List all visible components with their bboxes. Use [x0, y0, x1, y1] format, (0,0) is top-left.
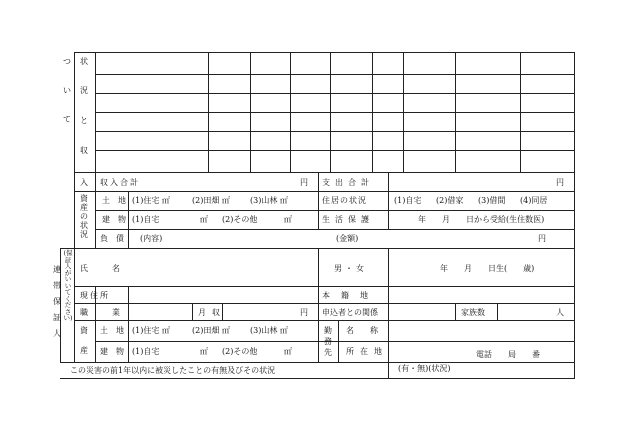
- guarantor-land-item: (2)田畑 ㎡: [192, 326, 230, 335]
- income-total-label: 収入合計: [100, 178, 140, 187]
- rule: [403, 52, 404, 172]
- domicile-label: 本籍地: [322, 291, 379, 300]
- rule: [192, 303, 193, 320]
- rule: [95, 150, 575, 151]
- rule: [74, 286, 575, 287]
- rule: [208, 52, 209, 172]
- left-vertical-char: い: [63, 86, 71, 95]
- residence-option: (3)借間: [478, 196, 506, 205]
- disaster-answer: (有・無)(状況): [398, 364, 451, 373]
- side-char: 況: [80, 86, 88, 95]
- birth-date: 年 月 日生( 歳): [440, 264, 535, 273]
- left-vertical-char: て: [63, 115, 71, 124]
- rule: [60, 378, 575, 379]
- rule: [95, 229, 575, 230]
- debt-content: (内容): [140, 234, 163, 243]
- name-label: 氏名: [80, 264, 144, 273]
- rule: [455, 52, 456, 172]
- relation-label: 申込者との関係: [322, 308, 378, 317]
- guarantor-building-item: (2)その他 ㎡: [222, 347, 292, 356]
- workplace-address-label: 所在地: [346, 347, 388, 356]
- income-total-yen: 円: [300, 178, 308, 187]
- rule: [95, 74, 575, 75]
- family-count-label: 家族数: [461, 308, 485, 317]
- assets-land-item: (3)山林 ㎡: [250, 196, 288, 205]
- monthly-income-label: 月収: [198, 308, 226, 317]
- family-count-unit: 人: [556, 308, 564, 317]
- side-char: 入: [80, 178, 88, 187]
- side-char: 収: [80, 146, 88, 155]
- rule: [290, 52, 291, 172]
- rule: [455, 303, 456, 320]
- guarantor-building-item: (1)自宅 ㎡: [132, 347, 208, 356]
- residence-option: (2)借家: [436, 196, 464, 205]
- job-label: 職業: [80, 308, 144, 317]
- assets-land-label: 土地: [102, 196, 134, 205]
- guarantor-land-item: (3)山林 ㎡: [250, 326, 288, 335]
- rule: [388, 172, 389, 229]
- rule: [388, 248, 389, 378]
- guarantor-asset-char: 資: [80, 326, 88, 335]
- left-vertical-char: つ: [63, 57, 71, 66]
- workplace-name-label: 名称: [346, 326, 394, 335]
- welfare-label: 生活保護: [322, 215, 374, 224]
- assets-building-label: 建物: [102, 215, 134, 224]
- workplace-phone: 電話 局 番: [476, 350, 540, 359]
- side-char: と: [80, 116, 88, 125]
- rule: [74, 303, 575, 304]
- rule: [250, 52, 251, 172]
- guarantor-label: 連帯保証人: [53, 265, 61, 338]
- rule: [95, 52, 96, 248]
- debt-yen: 円: [538, 234, 546, 243]
- gender: 男・女: [334, 264, 367, 273]
- assets-land-item: (1)住宅 ㎡: [132, 196, 170, 205]
- guarantor-land-item: (1)住宅 ㎡: [132, 326, 170, 335]
- address-label: 現住所: [80, 291, 110, 300]
- rule: [95, 131, 575, 132]
- rule: [497, 303, 498, 320]
- rule: [95, 93, 575, 94]
- guarantor-building-label: 建物: [100, 347, 132, 356]
- rule: [338, 320, 339, 362]
- assets-building-item: (2)その他 ㎡: [222, 215, 292, 224]
- rule: [520, 52, 521, 172]
- rule: [95, 210, 575, 211]
- assets-land-item: (2)田畑 ㎡: [192, 196, 230, 205]
- welfare-text: 年 月 日から受給(生住数医): [418, 215, 545, 224]
- debt-amount: (金額): [336, 234, 359, 243]
- workplace-label: 勤務先: [324, 326, 332, 357]
- residence-option: (4)同居: [520, 196, 548, 205]
- rule: [330, 52, 331, 172]
- rule: [74, 172, 575, 173]
- guarantor-asset-char: 産: [80, 346, 88, 355]
- guarantor-note: (保証人がいいてください): [63, 249, 73, 322]
- rule: [95, 112, 575, 113]
- rule: [74, 320, 575, 321]
- residence-label: 住居の状況: [322, 196, 367, 205]
- rule: [372, 52, 373, 172]
- rule: [60, 362, 575, 363]
- guarantor-land-label: 土地: [100, 326, 132, 335]
- rule: [318, 248, 319, 362]
- residence-option: (1)自宅: [394, 196, 422, 205]
- rule: [574, 52, 575, 378]
- assets-label: 資産の状況: [80, 194, 88, 239]
- debt-label: 負債: [100, 234, 132, 243]
- rule: [74, 52, 75, 362]
- rule: [74, 191, 575, 192]
- rule: [318, 172, 319, 229]
- disaster-question: この災害の前1年以内に被災したことの有無及びその状況: [70, 366, 276, 375]
- expense-total-yen: 円: [556, 178, 564, 187]
- rule: [95, 341, 575, 342]
- expense-total-label: 支出合計: [322, 178, 374, 187]
- assets-building-item: (1)自宅 ㎡: [132, 215, 208, 224]
- monthly-income-yen: 円: [300, 308, 308, 317]
- rule: [74, 52, 575, 53]
- side-char: 状: [80, 57, 88, 66]
